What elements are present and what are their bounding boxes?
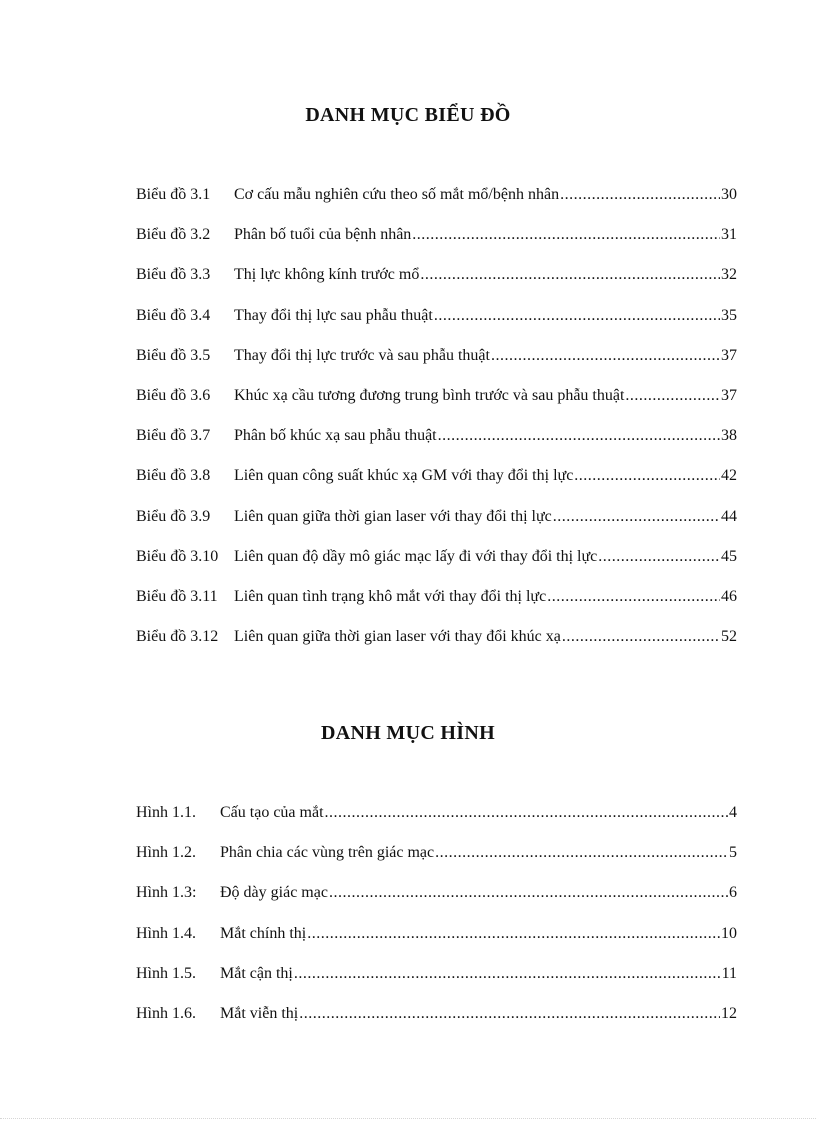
- entry-page-number: 38: [721, 427, 737, 445]
- dot-leader: [562, 628, 720, 646]
- entry-label: Biểu đồ 3.11: [136, 587, 218, 605]
- chart-entry[interactable]: [136, 347, 737, 387]
- entry-title: Phân bố khúc xạ sau phẫu thuật: [234, 427, 437, 445]
- entry-label: Biểu đồ 3.12: [136, 628, 219, 646]
- chart-entry[interactable]: [136, 427, 737, 467]
- entry-label: Biểu đồ 3.5: [136, 346, 211, 364]
- figures-list: [136, 804, 737, 1045]
- chart-entry[interactable]: [136, 588, 737, 628]
- dot-leader: [553, 508, 720, 526]
- chart-entry[interactable]: [136, 226, 737, 266]
- entry-page-number: 12: [721, 1004, 737, 1022]
- dot-leader: [438, 427, 720, 445]
- chart-entry[interactable]: [136, 467, 737, 507]
- figure-entry[interactable]: [136, 884, 737, 924]
- entry-label: Biểu đồ 3.6: [136, 386, 211, 404]
- chart-entry[interactable]: [136, 266, 737, 306]
- entry-title: Thay đổi thị lực trước và sau phẫu thuật: [234, 346, 490, 364]
- entry-title: Cơ cấu mẫu nghiên cứu theo số mắt mổ/bệnh nhân: [234, 186, 560, 203]
- entry-page-number: 37: [721, 386, 737, 404]
- dot-leader: [491, 347, 720, 365]
- entry-page-number: 5: [729, 844, 737, 862]
- entry-label: Hình 1.1.: [136, 804, 196, 821]
- dot-leader: [307, 925, 720, 943]
- entry-page-number: 37: [721, 346, 737, 364]
- entry-page-number: 52: [721, 628, 737, 646]
- entry-title: Cấu tạo của mắt: [220, 804, 324, 821]
- entry-title: Khúc xạ cầu tương đương trung bình trước và sau phẫu thuật: [234, 386, 625, 404]
- chart-entry[interactable]: [136, 307, 737, 347]
- entry-title: Liên quan giữa thời gian laser với thay đổi khúc xạ: [234, 628, 561, 646]
- entry-page-number: 30: [721, 186, 737, 203]
- figures-list-heading: DANH MỤC HÌNH: [321, 722, 495, 744]
- entry-page-number: 10: [721, 924, 737, 942]
- entry-title: Mắt viễn thị: [220, 1004, 299, 1022]
- entry-title: Mắt cận thị: [220, 964, 293, 982]
- entry-title: Phân chia các vùng trên giác mạc: [220, 844, 435, 862]
- entry-page-number: 4: [729, 804, 737, 821]
- entry-label: Biểu đồ 3.2: [136, 226, 211, 244]
- entry-title: Liên quan công suất khúc xạ GM với thay đổi thị lực: [234, 467, 574, 485]
- dot-leader: [560, 186, 720, 204]
- entry-label: Biểu đồ 3.4: [136, 306, 211, 324]
- entry-title: Liên quan độ dầy mô giác mạc lấy đi với thay đổi thị lực: [234, 547, 598, 565]
- dot-leader: [598, 548, 720, 566]
- figure-entry[interactable]: [136, 925, 737, 965]
- dot-leader: [625, 387, 720, 405]
- entry-title: Liên quan giữa thời gian laser với thay đổi thị lực: [234, 507, 552, 525]
- entry-title: Độ dày giác mạc: [220, 884, 328, 902]
- figure-entry[interactable]: [136, 1005, 737, 1045]
- dot-leader: [434, 307, 720, 325]
- figure-entry[interactable]: [136, 844, 737, 884]
- chart-entry[interactable]: [136, 508, 737, 548]
- figure-entry[interactable]: [136, 804, 737, 844]
- charts-list-heading: DANH MỤC BIỂU ĐỒ: [305, 104, 511, 126]
- entry-page-number: 35: [721, 306, 737, 324]
- dot-leader: [574, 467, 720, 485]
- dot-leader: [435, 844, 728, 862]
- figure-entry[interactable]: [136, 965, 737, 1005]
- entry-title: Liên quan tình trạng khô mắt với thay đổi thị lực: [234, 587, 547, 605]
- entry-label: Biểu đồ 3.1: [136, 186, 211, 203]
- entry-page-number: 6: [729, 884, 737, 902]
- entry-title: Phân bố tuổi của bệnh nhân: [234, 226, 412, 244]
- entry-label: Biểu đồ 3.8: [136, 467, 211, 485]
- entry-title: Mắt chính thị: [220, 924, 307, 942]
- dot-leader: [299, 1005, 720, 1023]
- chart-entry[interactable]: [136, 548, 737, 588]
- dot-leader: [325, 804, 728, 822]
- entry-label: Hình 1.6.: [136, 1004, 196, 1022]
- dot-leader: [420, 266, 720, 284]
- dot-leader: [412, 226, 720, 244]
- entry-page-number: 44: [721, 507, 737, 525]
- entry-page-number: 32: [721, 266, 737, 284]
- chart-entry[interactable]: [136, 628, 737, 668]
- entry-page-number: 45: [721, 547, 737, 565]
- entry-page-number: 42: [721, 467, 737, 485]
- entry-label: Biểu đồ 3.7: [136, 427, 211, 445]
- entry-title: Thị lực không kính trước mổ: [234, 266, 420, 284]
- entry-page-number: 11: [721, 964, 737, 982]
- page-bottom-divider: [0, 1118, 816, 1119]
- entry-label: Hình 1.2.: [136, 844, 196, 862]
- entry-title: Thay đổi thị lực sau phẫu thuật: [234, 306, 433, 324]
- charts-list: [136, 186, 737, 668]
- entry-label: Biểu đồ 3.10: [136, 547, 219, 565]
- entry-label: Hình 1.3:: [136, 884, 197, 902]
- chart-entry[interactable]: [136, 387, 737, 427]
- chart-entry[interactable]: [136, 186, 737, 226]
- dot-leader: [294, 965, 721, 983]
- entry-label: Biểu đồ 3.9: [136, 507, 211, 525]
- dot-leader: [547, 588, 720, 606]
- entry-label: Biểu đồ 3.3: [136, 266, 211, 284]
- entry-page-number: 46: [721, 587, 737, 605]
- entry-label: Hình 1.5.: [136, 964, 196, 982]
- entry-page-number: 31: [721, 226, 737, 244]
- dot-leader: [329, 884, 728, 902]
- entry-label: Hình 1.4.: [136, 924, 196, 942]
